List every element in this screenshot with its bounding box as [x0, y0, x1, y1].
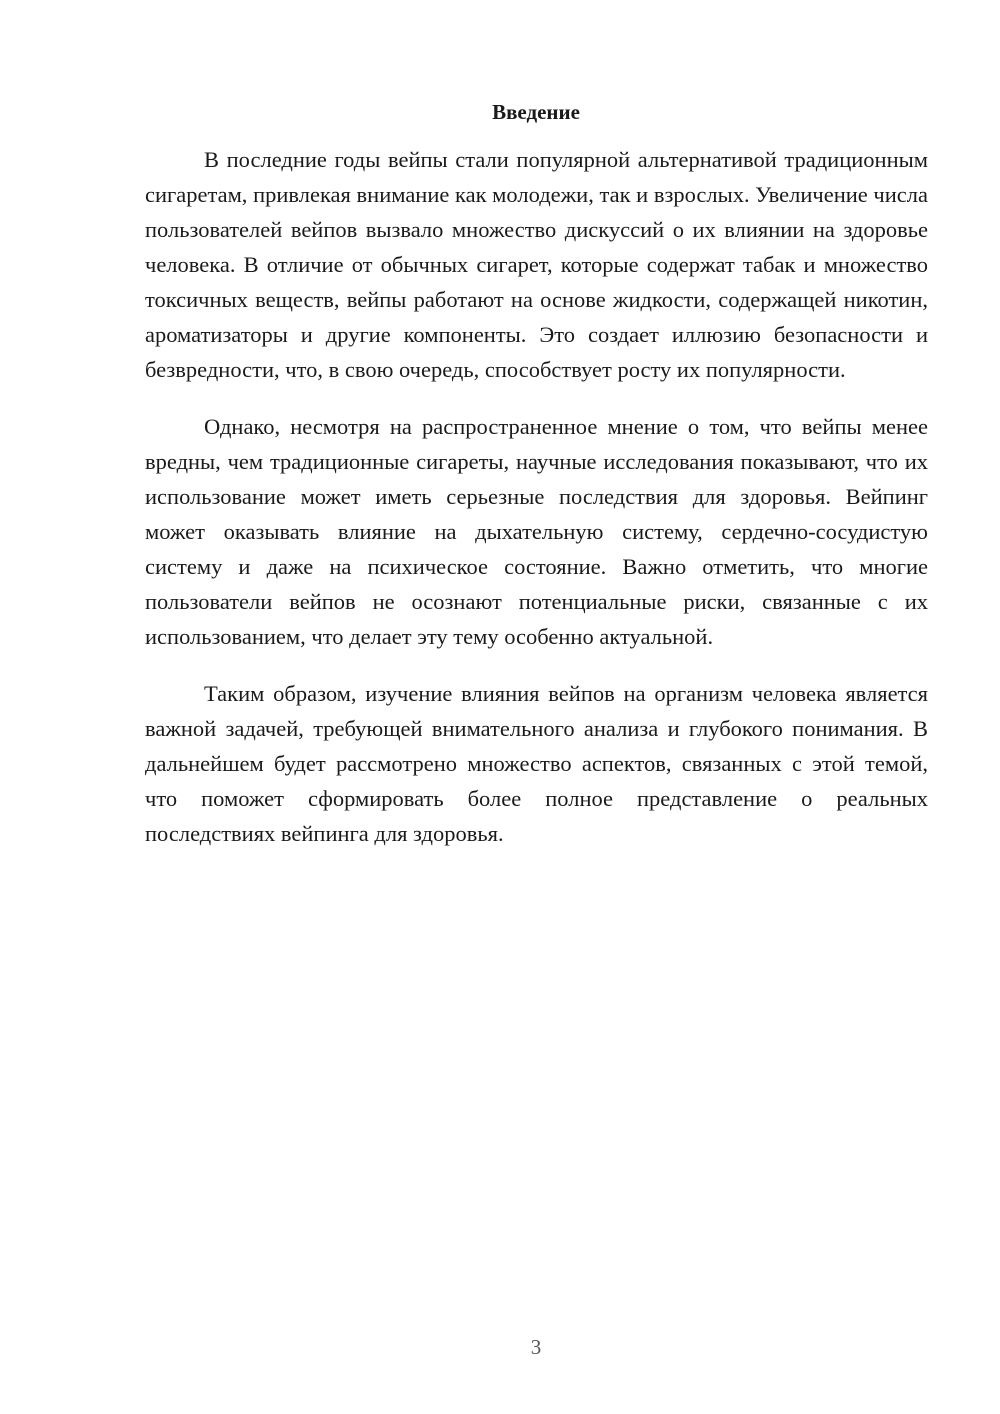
- paragraph: Таким образом, изучение влияния вейпов на организм человека является важной задачей, требующей внимательного анализа и глубокого понимания. В дальнейшем будет рассмотрено множество аспектов, связанных с этой темой, что поможет сформировать более полное представление о реальных последствиях вейпинга для здоровья.: [145, 681, 928, 846]
- paragraph: В последние годы вейпы стали популярной альтернативой традиционным сигаретам, привлекая внимание как молодежи, так и взрослых. Увеличение числа пользователей вейпов вызвало множество дискуссий о их влиянии на здоровье человека. В отличие от обычных сигарет, которые содержат табак и множество токсичных веществ, вейпы работают на основе жидкости, содержащей никотин, ароматизаторы и другие компоненты. Это создает иллюзию безопасности и безвредности, что, в свою очередь, способствует росту их популярности.: [145, 147, 928, 382]
- section-heading: Введение: [492, 100, 580, 124]
- paragraph: Однако, несмотря на распространенное мнение о том, что вейпы менее вредны, чем традиционные сигареты, научные исследования показывают, что их использование может иметь серьезные последствия для здоровья. Вейпинг может оказывать влияние на дыхательную систему, сердечно-сосудистую систему и даже на психическое состояние. Важно отметить, что многие пользователи вейпов не осознают потенциальные риски, связанные с их использованием, что делает эту тему особенно актуальной.: [145, 414, 928, 649]
- page-number: 3: [530, 1335, 542, 1359]
- body-text: [145, 142, 928, 851]
